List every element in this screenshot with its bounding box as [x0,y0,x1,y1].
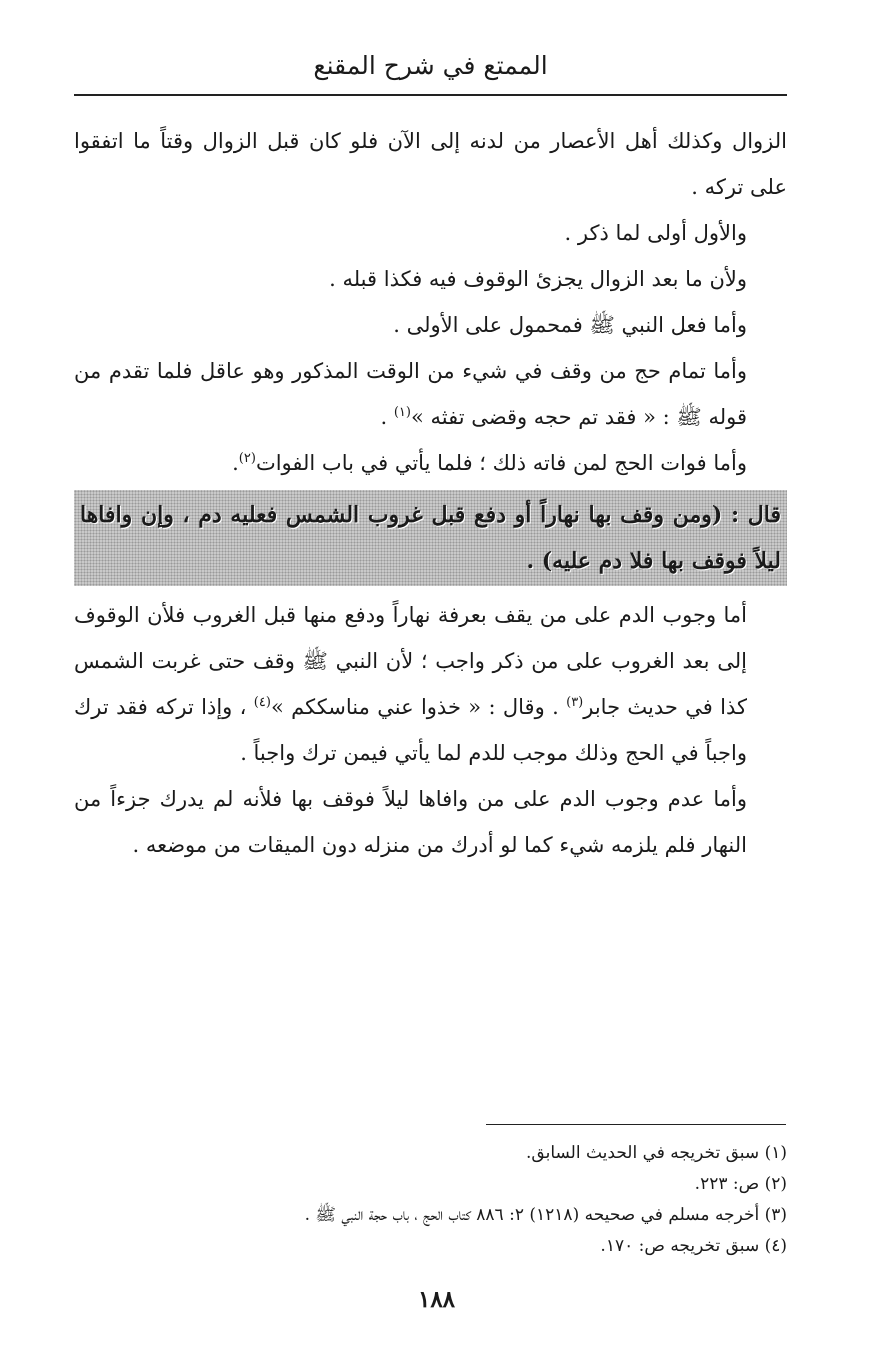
paragraph-4: وأما فعل النبي ﷺ فمحمول على الأولى . [393,313,747,337]
footnote-3: (٣) أخرجه مسلم في صحيحه (١٢١٨) ٢: ٨٨٦ كتاب الحج ، باب حجة النبي ﷺ . [304,1205,787,1225]
footnote-ref-4: (٤) [253,695,271,710]
paragraph-3: ولأن ما بعد الزوال يجزئ الوقوف فيه فكذا قبله . [329,267,747,291]
footnotes [74,1138,787,1262]
paragraph-1: الزوال وكذلك أهل الأعصار من لدنه إلى الآن فلو كان قبل الزوال وقتاً ما اتفقوا على تركه . [74,129,787,199]
paragraph-7 [74,592,787,776]
paragraph-5-text: وأما تمام حج من وقف في شيء من الوقت المذكور وهو عاقل فلما تقدم من قوله ﷺ : « فقد تم حجه وقضى تفثه » [74,359,747,429]
header-rule [74,94,787,96]
paragraph-6-text: وأما فوات الحج لمن فاته ذلك ؛ فلما يأتي في باب الفوات [255,451,747,475]
paragraph-5 [74,348,787,440]
footnote-ref-3: (٣) [566,695,584,710]
footnote-ref-2: (٢) [238,451,256,466]
main-text [74,118,787,868]
footnote-1: (١) سبق تخريجه في الحديث السابق. [526,1143,787,1163]
paragraph-5-end: . [380,405,394,429]
paragraph-6 [74,440,787,486]
paragraph-2: والأول أولى لما ذكر . [564,221,747,245]
running-header: الممتع في شرح المقنع [313,51,548,80]
paragraph-7-text-c: ، وإذا تركه فقد ترك واجباً في الحج وذلك موجب للدم لما يأتي فيمن ترك واجباً . [74,695,747,765]
paragraph-7-text-a: أما وجوب الدم على من يقف بعرفة نهاراً ودفع منها قبل الغروب فلأن الوقوف إلى بعد الغروب على من ذكر واجب ؛ لأن النبي ﷺ وقف حتى غربت الشمس كذا في حديث جابر [74,603,747,719]
footnote-ref-1: (١) [393,405,411,420]
matn-highlight: قال : (ومن وقف بها نهاراً أو دفع قبل غروب الشمس فعليه دم ، وإن وافاها ليلاً فوقف بها فلا دم عليه) . [74,490,787,586]
page-number: ١٨٨ [417,1286,456,1313]
footnote-separator [486,1124,786,1125]
paragraph-8: وأما عدم وجوب الدم على من وافاها ليلاً فوقف بها فلأنه لم يدرك جزءاً من النهار فلم يلزمه شيء كما لو أدرك من منزله دون الميقات من موضعه . [74,787,747,857]
footnote-4: (٤) سبق تخريجه ص: ١٧٠. [600,1236,787,1256]
paragraph-6-end: . [232,451,239,475]
footnote-2: (٢) ص: ٢٢٣. [694,1174,787,1194]
paragraph-7-text-b: . وقال : « خذوا عني مناسككم » [270,695,567,719]
